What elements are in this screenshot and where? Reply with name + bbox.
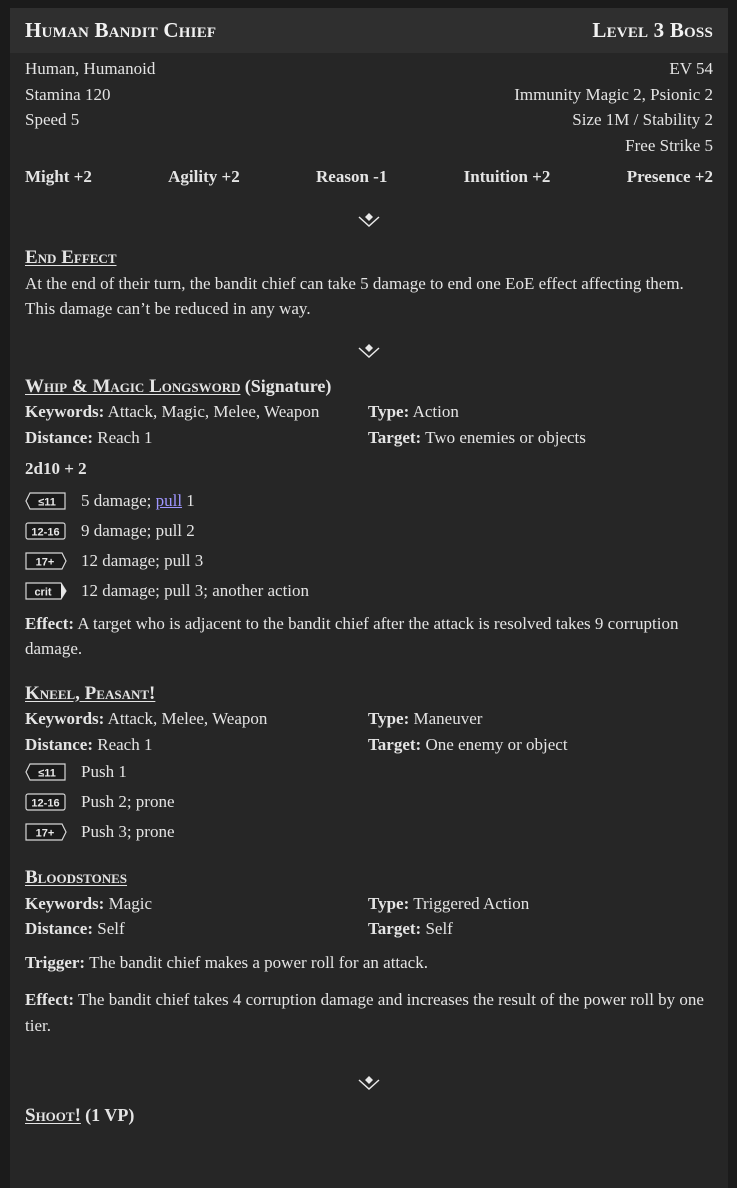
tier-row-crit <box>25 576 713 606</box>
ability-title: Kneel, Peasant! <box>25 682 156 704</box>
tier-row-1 <box>25 757 713 787</box>
keywords-label: Keywords: <box>25 402 105 421</box>
ability-cost: (1 VP) <box>85 1105 135 1125</box>
distance-label: Distance: <box>25 919 93 938</box>
svg-text:crit: crit <box>34 586 52 598</box>
target-label: Target: <box>368 919 422 938</box>
svg-text:≤11: ≤11 <box>38 767 56 780</box>
tier-2-badge <box>25 522 67 540</box>
ability-keywords: Magic <box>108 893 153 913</box>
ability-title: Bloodstones <box>25 867 128 888</box>
ability-target: One enemy or object <box>425 734 568 754</box>
end-effect-title: End Effect <box>25 247 117 268</box>
svg-text:≤11: ≤11 <box>38 496 56 508</box>
stat-block-card <box>10 8 728 1188</box>
ability-distance: Reach 1 <box>97 427 153 447</box>
svg-text:12-16: 12-16 <box>31 797 60 810</box>
section-divider <box>25 344 713 358</box>
stamina: Stamina 120 <box>25 84 111 104</box>
encounter-value: EV 54 <box>669 59 713 78</box>
stat-block-header <box>10 8 728 53</box>
ability-effect: Effect: The bandit chief takes 4 corruption damage and increases the result of the power roll by one tier. <box>25 990 704 1035</box>
attribute-might: Might +2 <box>25 167 92 186</box>
ability-signature-tag: (Signature) <box>244 375 332 396</box>
tier-2-text: Push 2; prone <box>81 792 175 812</box>
attribute-agility: Agility +2 <box>168 167 240 186</box>
svg-text:12-16: 12-16 <box>31 526 60 538</box>
power-roll: 2d10 + 2 <box>25 459 87 478</box>
tier-3-badge <box>25 823 67 841</box>
attribute-row <box>10 167 728 187</box>
ability-kneel-peasant <box>10 681 728 848</box>
tier-1-text: 5 damage; pull 1 <box>81 490 195 510</box>
tier-1-badge <box>25 763 67 781</box>
tier-crit-text: 12 damage; pull 3; another action <box>81 580 310 600</box>
svg-text:17+: 17+ <box>35 827 55 840</box>
ability-whip-magic-longsword <box>10 374 728 662</box>
effect-label: Effect: <box>25 990 75 1009</box>
type-label: Type: <box>368 709 410 728</box>
free-strike: Free Strike 5 <box>625 135 713 155</box>
trigger-label: Trigger: <box>25 952 86 972</box>
tier-2-badge <box>25 793 67 811</box>
stat-lines <box>10 53 728 158</box>
type-label: Type: <box>368 402 410 421</box>
monster-name: Human Bandit Chief <box>25 18 217 42</box>
ability-effect: Effect: A target who is adjacent to the bandit chief after the attack is resolved takes 9 corruption damage. <box>25 613 679 658</box>
ability-title: Shoot! <box>25 1105 81 1126</box>
svg-text:17+: 17+ <box>35 556 55 568</box>
ability-target: Self <box>425 919 453 938</box>
tier-3-text: 12 damage; pull 3 <box>81 550 204 570</box>
tier-row-1 <box>25 486 713 516</box>
tier-3-text: Push 3; prone <box>81 822 175 842</box>
pull-keyword-link[interactable]: pull <box>155 490 183 510</box>
ancestry: Human, Humanoid <box>25 59 156 78</box>
immunity: Immunity Magic 2, Psionic 2 <box>514 84 713 104</box>
ability-distance: Reach 1 <box>97 734 153 754</box>
tier-row-2 <box>25 516 713 546</box>
target-label: Target: <box>368 734 422 754</box>
tier-row-3 <box>25 817 713 847</box>
type-label: Type: <box>368 893 410 913</box>
target-label: Target: <box>368 427 422 447</box>
attribute-presence: Presence +2 <box>626 167 713 186</box>
section-divider <box>25 1076 713 1090</box>
end-effect-section <box>10 245 728 322</box>
ability-type: Action <box>412 402 459 421</box>
ability-target: Two enemies or objects <box>425 427 586 447</box>
attribute-intuition: Intuition +2 <box>463 167 551 186</box>
monster-level: Level 3 Boss <box>592 18 713 42</box>
distance-label: Distance: <box>25 734 93 754</box>
attribute-reason: Reason -1 <box>316 167 388 186</box>
tier-2-text: 9 damage; pull 2 <box>81 520 195 540</box>
tier-crit-badge <box>25 582 67 600</box>
keywords-label: Keywords: <box>25 893 105 913</box>
tier-1-badge <box>25 492 67 510</box>
tier-row-2 <box>25 787 713 817</box>
tier-3-badge <box>25 552 67 570</box>
distance-label: Distance: <box>25 427 93 447</box>
ability-bloodstones <box>10 865 728 1038</box>
tier-row-3 <box>25 546 713 576</box>
ability-trigger: Trigger: The bandit chief makes a power roll for an attack. <box>25 952 428 972</box>
speed: Speed 5 <box>25 110 80 129</box>
ability-type: Triggered Action <box>413 893 530 913</box>
ability-shoot <box>10 1103 728 1129</box>
ability-title: Whip & Magic Longsword <box>25 375 241 397</box>
ability-keywords: Attack, Melee, Weapon <box>107 709 268 728</box>
ability-type: Maneuver <box>413 709 483 728</box>
end-effect-text: At the end of their turn, the bandit chief can take 5 damage to end one EoE effect affecting them. This damage can’t be reduced in any way. <box>25 273 684 318</box>
ability-distance: Self <box>97 919 125 938</box>
size-stability: Size 1M / Stability 2 <box>572 110 713 129</box>
tier-1-text: Push 1 <box>81 762 127 782</box>
keywords-label: Keywords: <box>25 709 105 728</box>
section-divider <box>25 213 713 227</box>
ability-keywords: Attack, Magic, Melee, Weapon <box>107 402 320 421</box>
effect-label: Effect: <box>25 613 75 633</box>
